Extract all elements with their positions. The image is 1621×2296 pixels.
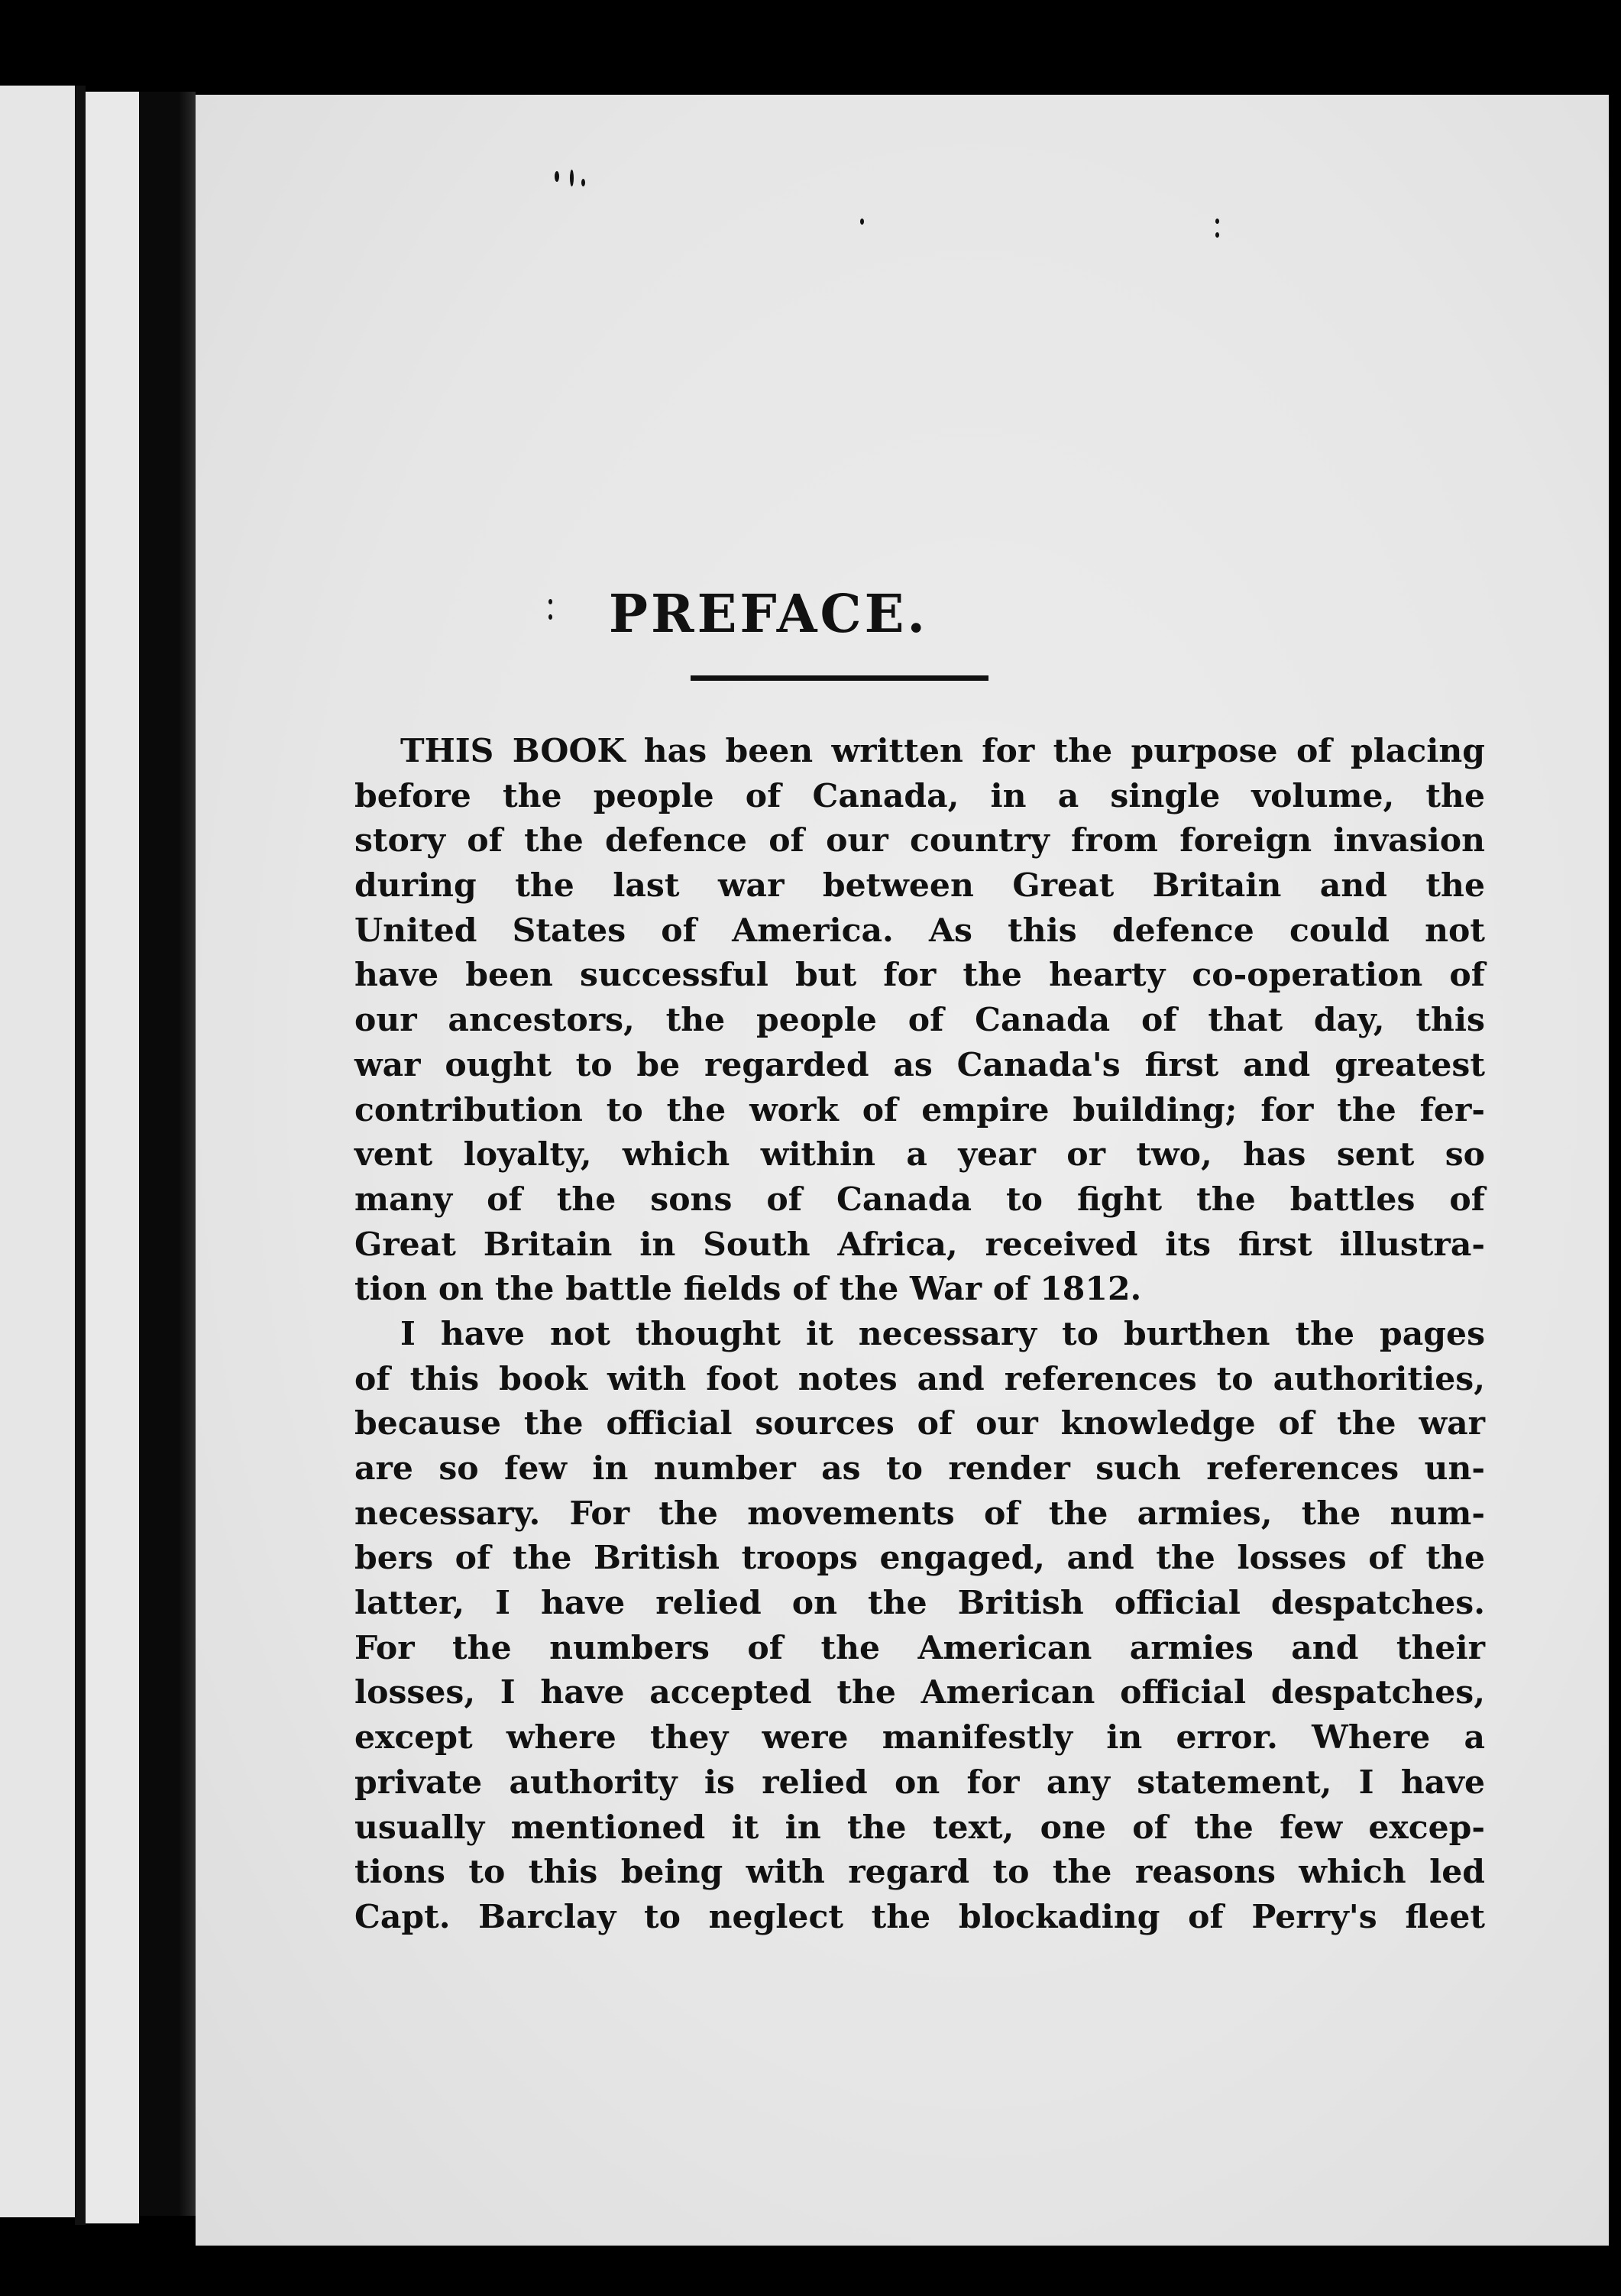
text-line: vent loyalty, which within a year or two, has sent so xyxy=(354,1135,1485,1174)
ink-speck xyxy=(1215,232,1219,238)
text-line: private authority is relied on for any statement, I have xyxy=(354,1763,1485,1802)
text-line: Capt. Barclay to neglect the blockading of Perry's fleet xyxy=(354,1897,1485,1936)
text-line: before the people of Canada, in a single volume, the xyxy=(354,776,1485,815)
text-line: losses, I have accepted the American official despatches, xyxy=(354,1673,1485,1712)
text-line: have been successful but for the hearty co-operation of xyxy=(354,956,1485,995)
book-page xyxy=(196,95,1609,2246)
text-line: usually mentioned it in the text, one of the few excep- xyxy=(354,1808,1485,1847)
paragraph-2 xyxy=(354,1312,1485,1940)
text-line: are so few in number as to render such references un- xyxy=(354,1449,1485,1488)
text-line: bers of the British troops engaged, and the losses of the xyxy=(354,1539,1485,1578)
text-line: I have not thought it necessary to burthen the pages xyxy=(400,1314,1485,1353)
page-title: PREFACE. xyxy=(608,584,929,645)
text-line: because the official sources of our knowledge of the war xyxy=(354,1404,1485,1443)
book-gutter xyxy=(75,86,86,2225)
text-line: our ancestors, the people of Canada of that day, this xyxy=(354,1001,1485,1040)
ink-speck xyxy=(581,179,585,186)
page-fold xyxy=(86,92,139,2223)
ink-speck xyxy=(860,219,864,225)
paragraph-1 xyxy=(354,729,1485,1312)
text-line: story of the defence of our country from foreign invasion xyxy=(354,821,1485,860)
gutter-shadow xyxy=(139,92,196,2216)
text-line: during the last war between Great Britain and the xyxy=(354,866,1485,905)
text-line: except where they were manifestly in error. Where a xyxy=(354,1718,1485,1757)
text-line: latter, I have relied on the British official despatches. xyxy=(354,1584,1485,1623)
text-line: many of the sons of Canada to fight the battles of xyxy=(354,1180,1485,1219)
ink-speck xyxy=(555,171,559,182)
text-line: tion on the battle fields of the War of 1812. xyxy=(354,1270,1142,1309)
text-line: contribution to the work of empire building; for the fer- xyxy=(354,1090,1485,1129)
ink-speck xyxy=(1215,219,1219,224)
adjacent-page-edge xyxy=(0,86,75,2217)
text-line: Great Britain in South Africa, received its first illustra- xyxy=(354,1225,1485,1264)
text-line: necessary. For the movements of the armies, the num- xyxy=(354,1494,1485,1533)
text-line: of this book with foot notes and references to authorities, xyxy=(354,1359,1485,1398)
text-line: THIS BOOK has been written for the purpose of placing xyxy=(400,732,1485,770)
text-line: United States of America. As this defence could not xyxy=(354,911,1485,950)
ink-speck xyxy=(570,170,574,186)
text-line: war ought to be regarded as Canada's first and greatest xyxy=(354,1045,1485,1084)
title-rule xyxy=(691,675,988,681)
text-line: For the numbers of the American armies and their xyxy=(354,1628,1485,1667)
preface-body xyxy=(354,729,1485,1940)
text-line: tions to this being with regard to the reasons which led xyxy=(354,1853,1485,1892)
